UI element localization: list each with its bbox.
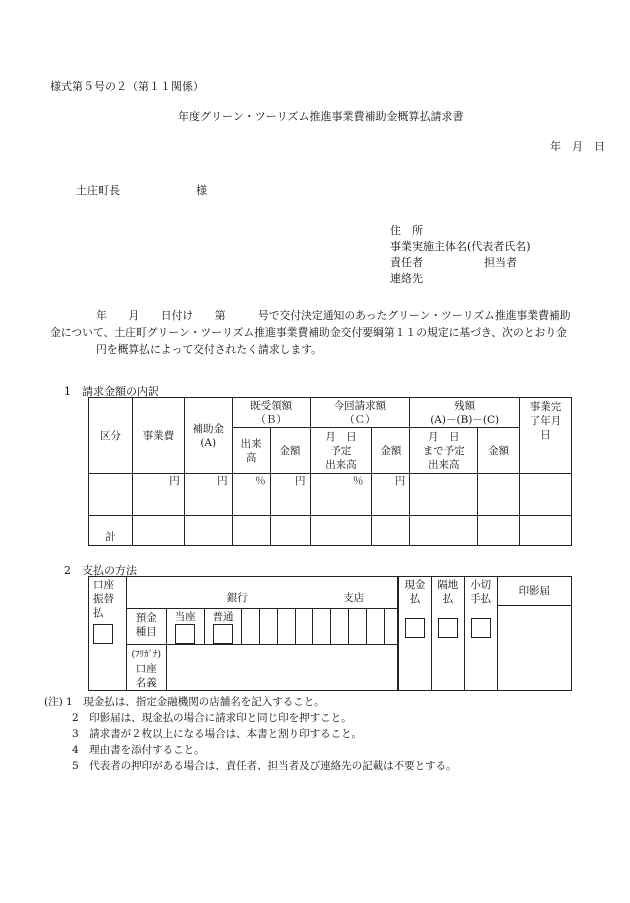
checking-checkbox[interactable] <box>175 624 195 644</box>
header-project-cost: 事業費 <box>132 398 184 474</box>
note-1: (注) 1 現金払は、指定金融機関の店舗名を記入すること。 <box>44 696 325 708</box>
savings-option[interactable]: 普通 <box>204 609 242 645</box>
header-current-amount: 金額 <box>372 428 410 474</box>
account-digit[interactable] <box>313 609 331 645</box>
addressee-honorific: 様 <box>196 184 207 197</box>
account-digit[interactable] <box>349 609 367 645</box>
account-digit[interactable] <box>366 609 384 645</box>
header-category: 区分 <box>89 398 133 474</box>
amount-breakdown-table <box>88 397 572 546</box>
bank-label: 銀行 <box>226 592 248 604</box>
body-line-1: 年 月 日付け 第 号で交付決定通知のあったグリーン・ツーリズム推進事業費補助 <box>96 309 571 322</box>
header-current-dekidaka: 月 日 予定 出来高 <box>310 428 372 474</box>
check-payment-option[interactable]: 小切 手払 <box>464 577 497 691</box>
bank-branch-cell[interactable] <box>126 577 397 609</box>
total-current-amount[interactable] <box>372 516 410 546</box>
holder-label: (ﾌﾘｶﾞﾅ) 口座 名義 <box>126 645 166 691</box>
header-received-dekidaka: 出来 高 <box>232 428 270 474</box>
account-digit[interactable] <box>384 609 397 645</box>
total-remaining-amount[interactable] <box>478 516 520 546</box>
body-line-3: 円を概算払によって交付されたく請求します。 <box>96 343 322 356</box>
cell-current-amount[interactable]: 円 <box>372 474 410 516</box>
cell-project-cost[interactable]: 円 <box>132 474 184 516</box>
date-line: 年 月 日 <box>550 140 605 153</box>
holder-name-field[interactable] <box>166 645 397 691</box>
total-received-amount[interactable] <box>270 516 310 546</box>
cell-subsidy[interactable]: 円 <box>184 474 232 516</box>
transfer-label: 口座 振替 払 <box>89 577 127 691</box>
note-2: 2 印影届は、現金払の場合に請求印と同じ印を押すこと。 <box>72 712 352 724</box>
account-digit[interactable] <box>242 609 260 645</box>
other-payment-table <box>398 576 572 691</box>
cell-category[interactable] <box>89 474 133 516</box>
total-received-dekidaka[interactable] <box>232 516 270 546</box>
remote-payment-option[interactable]: 隔地 払 <box>431 577 464 691</box>
savings-checkbox[interactable] <box>213 624 233 644</box>
applicant-contact-person: 担当者 <box>484 256 517 269</box>
section2-heading: 2 支払の方法 <box>64 564 137 577</box>
addressee-name: 土庄町長 <box>76 184 120 197</box>
header-received-amount: 金額 <box>270 428 310 474</box>
applicant-contact: 連絡先 <box>390 272 423 285</box>
applicant-responsible: 責任者 <box>390 256 423 269</box>
total-project-cost[interactable] <box>132 516 184 546</box>
account-digit[interactable] <box>331 609 349 645</box>
header-completion: 事業完 了年月 日 <box>520 398 572 474</box>
total-label: 計 <box>89 516 133 546</box>
note-3: 3 請求書が２枚以上になる場合は、本書と割り印すること。 <box>72 728 363 740</box>
cell-received-amount[interactable]: 円 <box>270 474 310 516</box>
header-current: 今回請求額 （Ｃ） <box>310 398 410 428</box>
cell-remaining-dekidaka[interactable] <box>410 474 478 516</box>
total-current-dekidaka[interactable] <box>310 516 372 546</box>
cell-received-dekidaka[interactable]: ％ <box>232 474 270 516</box>
cash-payment-option[interactable]: 現金 払 <box>399 577 432 691</box>
checking-option[interactable]: 当座 <box>166 609 204 645</box>
branch-label: 支店 <box>343 592 365 604</box>
transfer-checkbox[interactable] <box>93 624 113 644</box>
total-completion[interactable] <box>520 516 572 546</box>
header-received: 既受領額 （Ｂ） <box>232 398 310 428</box>
header-remaining-amount: 金額 <box>478 428 520 474</box>
cell-current-dekidaka[interactable]: ％ <box>310 474 372 516</box>
seal-registration[interactable] <box>497 577 571 691</box>
deposit-type-label: 預金 種目 <box>126 609 166 645</box>
cell-remaining-amount[interactable] <box>478 474 520 516</box>
seal-label: 印影届 <box>498 577 571 606</box>
cell-completion[interactable] <box>520 474 572 516</box>
note-5: 5 代表者の押印がある場合は、責任者、担当者及び連絡先の記載は不要とする。 <box>72 760 457 772</box>
remote-checkbox[interactable] <box>438 618 458 638</box>
account-digit[interactable] <box>260 609 278 645</box>
header-remaining: 残額 (A)－(B)－(C) <box>410 398 520 428</box>
note-4: 4 理由書を添付すること。 <box>72 744 205 756</box>
account-digit[interactable] <box>295 609 313 645</box>
total-subsidy[interactable] <box>184 516 232 546</box>
body-line-2: 金について、土庄町グリーン・ツーリズム推進事業費補助金交付要綱第１１の規定に基づき、次のとおり金 <box>50 326 567 339</box>
bank-transfer-table <box>88 576 398 691</box>
applicant-address: 住 所 <box>390 224 423 237</box>
total-remaining-dekidaka[interactable] <box>410 516 478 546</box>
account-digit[interactable] <box>277 609 295 645</box>
check-checkbox[interactable] <box>471 618 491 638</box>
header-remaining-dekidaka: 月 日 まで予定 出来高 <box>410 428 478 474</box>
form-number: 様式第５号の２（第１１関係） <box>50 80 204 93</box>
header-subsidy: 補助金 (A) <box>184 398 232 474</box>
section1-heading: 1 請求金額の内訳 <box>64 385 159 398</box>
notes <box>44 694 457 774</box>
applicant-entity: 事業実施主体名(代表者氏名) <box>390 240 531 253</box>
cash-checkbox[interactable] <box>405 618 425 638</box>
document-title: 年度グリーン・ツーリズム推進事業費補助金概算払請求書 <box>178 110 464 123</box>
